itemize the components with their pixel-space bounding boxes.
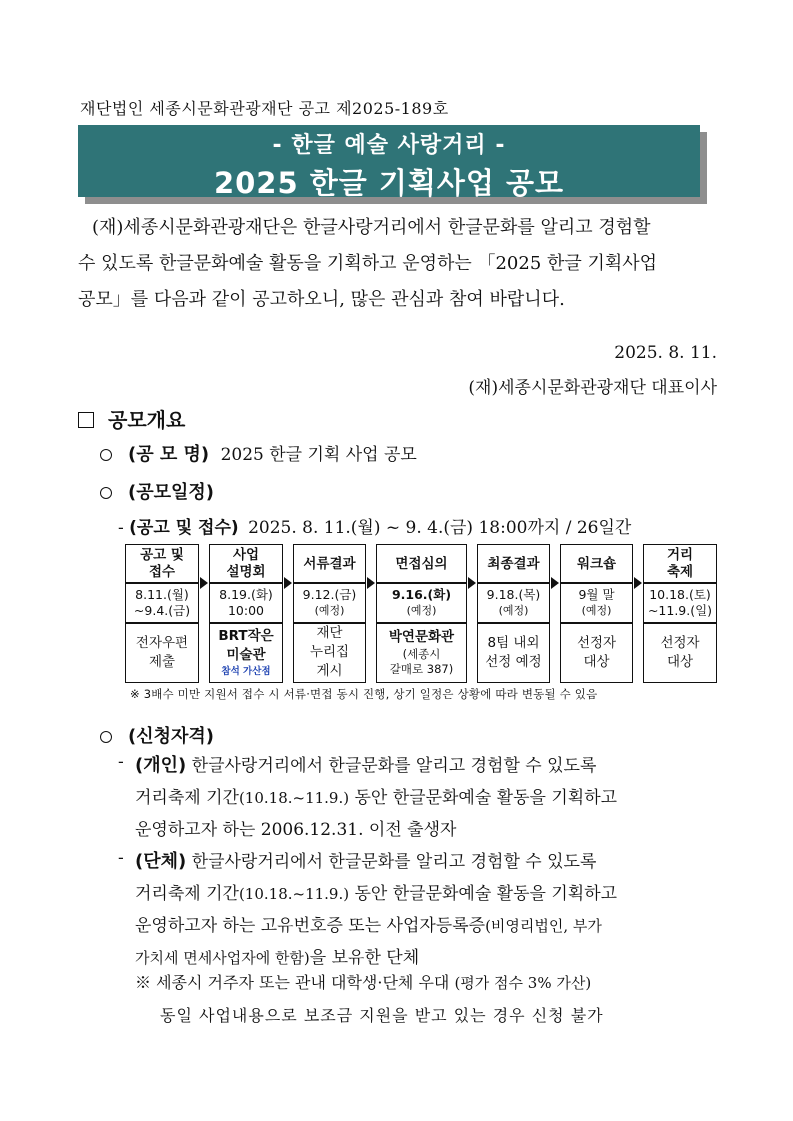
step-date: 8.11.(월) [135, 587, 189, 602]
step-place: 대상 [583, 653, 610, 670]
group-line: 한글사랑거리에서 한글문화를 알리고 경험할 수 있도록 [191, 852, 597, 872]
item-value: 2025 한글 기획 사업 공모 [220, 445, 417, 465]
arrow-right-icon [468, 577, 476, 589]
intro-line: 공모」를 다음과 같이 공고하오니, 많은 관심과 참여 바랍니다. [78, 289, 565, 310]
individual-eligibility [135, 750, 718, 846]
item-label: (신청자격) [128, 726, 215, 747]
schedule-step-header [209, 544, 283, 584]
notice-number: 재단법인 세종시문화관광재단 공고 제2025-189호 [80, 99, 449, 118]
preference-note [135, 970, 591, 993]
banner-title: 2025 한글 기획사업 공모 [213, 166, 565, 200]
step-place: 전자우편 [135, 634, 189, 651]
step-date: 10.18.(토) [649, 587, 711, 602]
step-place: BRT작은 [218, 628, 274, 644]
step-date: (예정) [314, 604, 345, 617]
schedule-step-date [477, 582, 550, 624]
step-place: 선정자 [576, 634, 617, 651]
step-date: 10:00 [227, 603, 265, 618]
step-title: 최종결과 [487, 555, 540, 572]
arrow-right-icon [367, 577, 375, 589]
schedule-step-date [560, 582, 633, 624]
step-title: 거리 [666, 547, 694, 563]
group-line: 동안 한글문화예술 활동을 기획하고 [349, 884, 618, 904]
schedule-step-header [376, 544, 467, 584]
intro-line: (재)세종시문화관광재단은 한글사랑거리에서 한글문화를 알리고 경험할 [92, 217, 651, 238]
individual-line: 한글사랑거리에서 한글문화를 알리고 경험할 수 있도록 [191, 756, 597, 776]
step-place: 누리집 [309, 644, 350, 660]
reception-label: (공고 및 접수) [129, 518, 239, 538]
group-line: 거리축제 기간 [135, 884, 239, 904]
banner-subtitle: - 한글 예술 사랑거리 - [272, 133, 506, 158]
item-eligibility [100, 722, 214, 748]
item-label: (공모일정) [128, 482, 215, 503]
step-place: (세종시 [402, 647, 441, 661]
reception-value: 2025. 8. 11.(월) ~ 9. 4.(금) 18:00까지 / 26일간 [248, 518, 632, 538]
step-place: 선정자 [660, 634, 700, 651]
schedule-step-date [125, 582, 199, 624]
step-title: 공고 및 [140, 547, 184, 563]
step-title: 서류결과 [303, 555, 356, 572]
schedule-step-date [209, 582, 283, 624]
schedule-step-place [560, 622, 633, 683]
step-title: 사업 [232, 547, 260, 563]
festival-period: (10.18.~11.9.) [238, 789, 350, 807]
preference-text: ※ 세종시 거주자 또는 관내 대학생·단체 우대 [135, 973, 450, 992]
schedule-step-place [209, 622, 283, 683]
group-note: (비영리법인, 부가 [485, 917, 602, 935]
schedule-step-date [293, 582, 366, 624]
step-title: 접수 [148, 564, 176, 580]
intro-line: 수 있도록 한글문화예술 활동을 기획하고 운영하는 「2025 한글 기획사업 [78, 253, 658, 274]
schedule-step-header [125, 544, 199, 584]
schedule-step-header [643, 544, 717, 584]
step-place: 미술관 [226, 647, 266, 663]
step-title: 축제 [666, 564, 694, 580]
schedule-step-date [643, 582, 717, 624]
group-note: 가치세 면세사업자에 한함) [135, 949, 310, 967]
step-place: 대상 [666, 653, 694, 670]
step-date: ~9.4.(금) [133, 603, 191, 618]
restriction-note: 동일 사업내용으로 보조금 지원을 받고 있는 경우 신청 불가 [160, 1006, 604, 1025]
step-place: 박연문화관 [388, 629, 455, 645]
group-line: 을 보유한 단체 [309, 948, 420, 968]
schedule-note: ※ 3배수 미만 지원서 접수 시 서류·면접 동시 진행, 상기 일정은 상황에 따라 변동될 수 있음 [130, 687, 598, 701]
individual-line: 동안 한글문화예술 활동을 기획하고 [349, 788, 618, 808]
schedule-step-place [293, 622, 366, 683]
festival-period: (10.18.~11.9.) [238, 885, 350, 903]
group-line: 운영하고자 하는 고유번호증 또는 사업자등록증 [135, 916, 486, 936]
step-place: 갈매로 387) [389, 662, 454, 676]
step-place: 게시 [316, 663, 343, 679]
step-date: (예정) [498, 604, 529, 617]
dash-bullet: - [118, 752, 124, 772]
schedule-step-place [376, 622, 467, 683]
step-title: 설명회 [226, 564, 266, 580]
title-banner [78, 125, 700, 200]
step-date: ~11.9.(일) [647, 603, 713, 618]
section-title-text: 공모개요 [108, 408, 186, 432]
step-place: 참석 가산점 [221, 666, 271, 677]
group-eligibility [135, 846, 718, 974]
item-name [100, 440, 417, 466]
square-bullet-icon [78, 412, 94, 428]
schedule-step-place [643, 622, 717, 683]
group-label: (단체) [135, 851, 187, 872]
step-date: 9월 말 [578, 587, 615, 602]
step-date: 9.16.(화) [391, 587, 452, 602]
preference-bonus: (평가 점수 3% 가산) [454, 974, 592, 992]
issuer: (재)세종시문화관광재단 대표이사 [468, 378, 717, 398]
step-place: 재단 [316, 625, 343, 641]
step-date: 9.12.(금) [302, 587, 357, 602]
schedule-step-place [125, 622, 199, 683]
step-date: 9.18.(목) [486, 587, 541, 602]
arrow-right-icon [284, 577, 292, 589]
reception-period: - (공고 및 접수) 2025. 8. 11.(월) ~ 9. 4.(금) 18:00까지 / 26일간 [118, 518, 632, 538]
schedule-step-header [477, 544, 550, 584]
step-place: 제출 [148, 653, 176, 670]
announce-date: 2025. 8. 11. [614, 343, 717, 363]
schedule-step-place [477, 622, 550, 683]
circle-bullet-icon [100, 487, 112, 499]
step-place: 8팀 내외 [487, 634, 540, 651]
arrow-right-icon [551, 577, 559, 589]
individual-line: 거리축제 기간 [135, 788, 239, 808]
schedule-step-date [376, 582, 467, 624]
arrow-right-icon [200, 577, 208, 589]
schedule-step-header [560, 544, 633, 584]
individual-line: 운영하고자 하는 2006.12.31. 이전 출생자 [135, 820, 457, 840]
circle-bullet-icon [100, 449, 112, 461]
step-date: (예정) [406, 604, 437, 617]
step-date: (예정) [581, 604, 612, 617]
item-schedule [100, 478, 214, 504]
arrow-right-icon [634, 577, 642, 589]
step-title: 워크숍 [576, 555, 617, 572]
step-date: 8.19.(화) [219, 587, 273, 602]
item-label: (공 모 명) [128, 444, 210, 465]
step-place: 선정 예정 [485, 653, 542, 670]
step-title: 면접심의 [395, 555, 448, 572]
dash-bullet: - [118, 848, 124, 868]
schedule-step-header [293, 544, 366, 584]
section-title [78, 404, 185, 433]
intro-paragraph [78, 210, 718, 318]
circle-bullet-icon [100, 731, 112, 743]
individual-label: (개인) [135, 755, 187, 776]
